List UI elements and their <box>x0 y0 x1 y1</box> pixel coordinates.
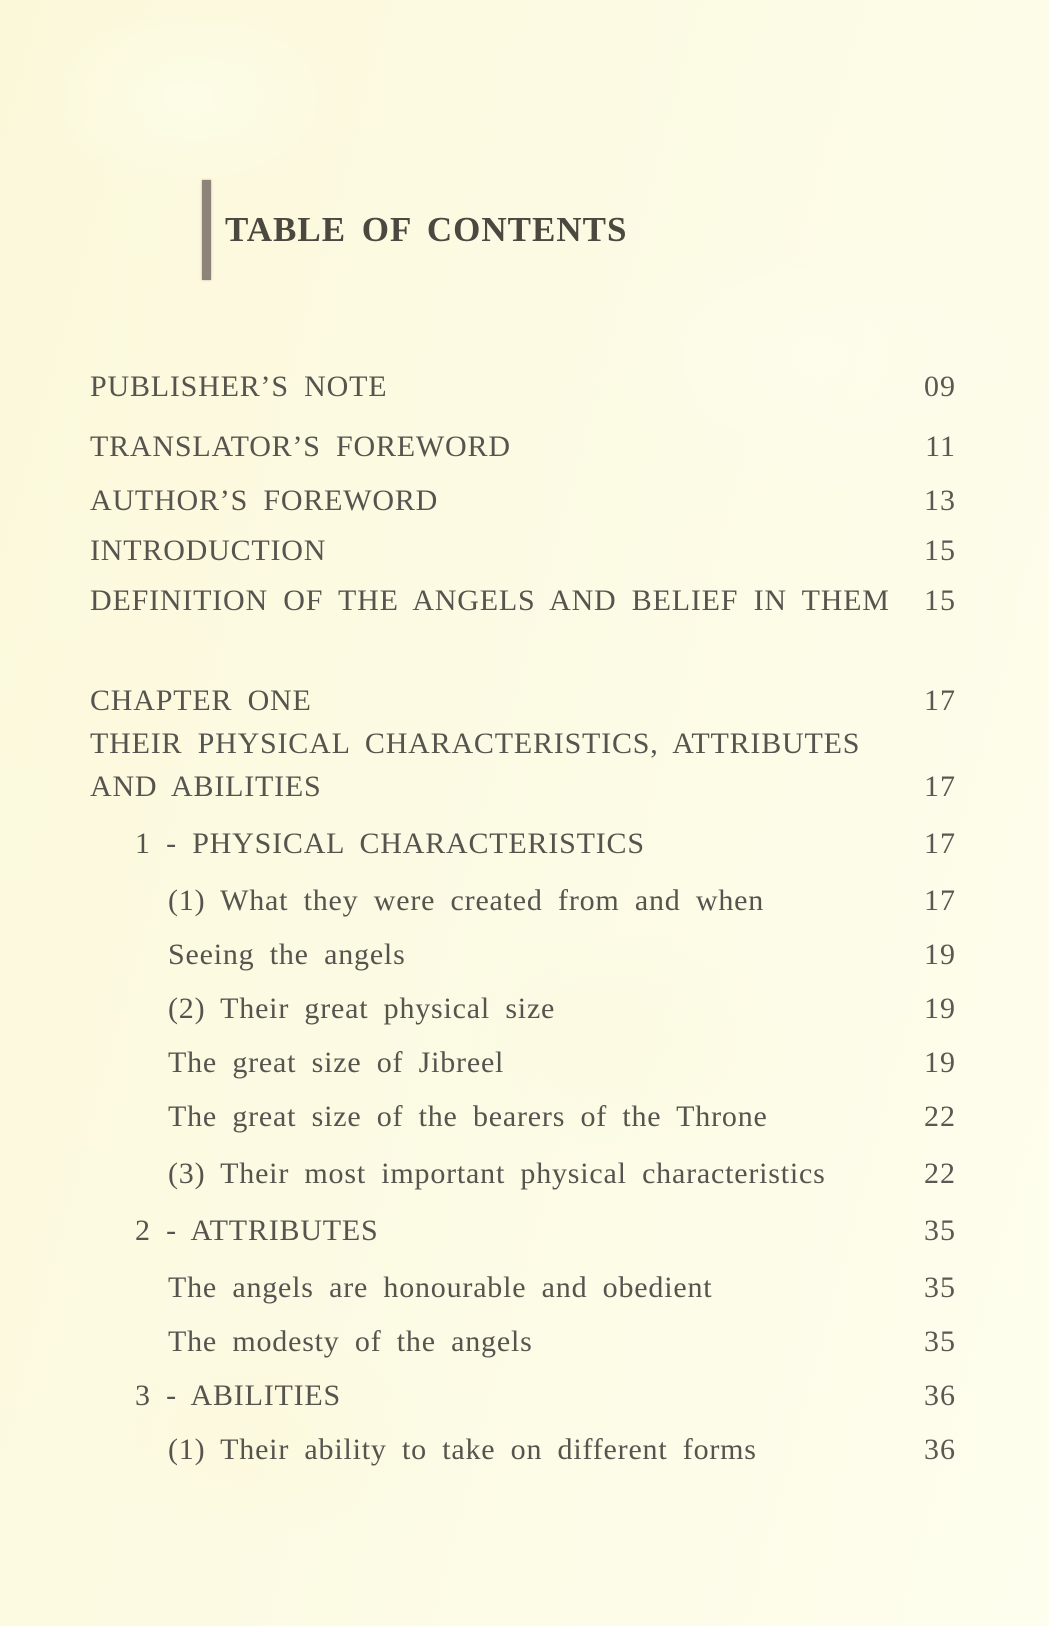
page-title: TABLE OF CONTENTS <box>225 210 628 249</box>
toc-entry-page-number: 22 <box>924 1100 956 1133</box>
toc-entry <box>90 727 956 761</box>
title-block <box>202 180 627 280</box>
toc-entry-page-number: 15 <box>924 584 956 617</box>
toc-entry <box>90 684 956 718</box>
toc-entry-page-number: 22 <box>924 1157 956 1190</box>
toc-entry-page-number: 19 <box>924 938 956 971</box>
toc-entry-label: TRANSLATOR’S FOREWORD <box>90 430 511 463</box>
toc-entry-label: PUBLISHER’S NOTE <box>90 370 388 403</box>
toc-entry <box>90 484 956 518</box>
toc-entry-page-number: 17 <box>924 827 956 860</box>
toc-entry-page-number: 35 <box>924 1271 956 1304</box>
toc-entry <box>90 992 956 1026</box>
toc-entry-page-number: 09 <box>924 370 956 403</box>
toc-entry <box>90 770 956 804</box>
toc-entry-label: (3) Their most important physical characteristics <box>168 1157 826 1190</box>
toc-entry-label: (1) What they were created from and when <box>168 884 765 917</box>
toc-entry-page-number: 19 <box>924 1046 956 1079</box>
toc-entry-label: AND ABILITIES <box>90 770 322 803</box>
toc-entry-label: 2 - ATTRIBUTES <box>135 1214 379 1247</box>
toc-entry-label: CHAPTER ONE <box>90 684 312 717</box>
toc-entry-label: INTRODUCTION <box>90 534 327 567</box>
toc-entry-page-number: 17 <box>924 884 956 917</box>
toc-entry-page-number: 13 <box>924 484 956 517</box>
toc-entry-label: (1) Their ability to take on different forms <box>168 1433 757 1466</box>
toc-entry-label: The great size of the bearers of the Throne <box>168 1100 768 1133</box>
title-accent-bar <box>202 180 211 280</box>
toc-entry <box>90 1379 956 1413</box>
toc-entry-label: DEFINITION OF THE ANGELS AND BELIEF IN THEM <box>90 584 890 617</box>
toc-entry <box>90 430 956 464</box>
toc-entry <box>90 938 956 972</box>
toc-entry-page-number: 36 <box>924 1379 956 1412</box>
toc-entry <box>90 1100 956 1134</box>
toc-entry <box>90 1214 956 1248</box>
toc-entry <box>90 1325 956 1359</box>
toc-entry-page-number: 17 <box>924 770 956 803</box>
toc-entry <box>90 1046 956 1080</box>
toc-entry-label: 3 - ABILITIES <box>135 1379 342 1412</box>
toc-entry <box>90 370 956 404</box>
toc-entry <box>90 1271 956 1305</box>
toc-entry <box>90 827 956 861</box>
toc-entry-label: The great size of Jibreel <box>168 1046 505 1079</box>
toc-entry-page-number: 15 <box>924 534 956 567</box>
toc-entry <box>90 884 956 918</box>
toc-entry <box>90 584 956 618</box>
toc-entry-label: The modesty of the angels <box>168 1325 533 1358</box>
toc-entry-page-number: 36 <box>924 1433 956 1466</box>
toc-entry-label: THEIR PHYSICAL CHARACTERISTICS, ATTRIBUTES <box>90 727 861 760</box>
toc-entry-page-number: 19 <box>924 992 956 1025</box>
toc-entry-page-number: 35 <box>924 1325 956 1358</box>
toc-entry-label: AUTHOR’S FOREWORD <box>90 484 439 517</box>
toc-entry-label: 1 - PHYSICAL CHARACTERISTICS <box>135 827 645 860</box>
toc-entry <box>90 1157 956 1191</box>
toc-entry-label: Seeing the angels <box>168 938 406 971</box>
toc-entry-label: The angels are honourable and obedient <box>168 1271 713 1304</box>
table-of-contents <box>90 370 956 1467</box>
toc-entry-page-number: 17 <box>924 684 956 717</box>
toc-entry <box>90 1433 956 1467</box>
toc-entry <box>90 534 956 568</box>
toc-entry-label: (2) Their great physical size <box>168 992 556 1025</box>
toc-entry-page-number: 11 <box>925 430 956 463</box>
toc-entry-page-number: 35 <box>924 1214 956 1247</box>
